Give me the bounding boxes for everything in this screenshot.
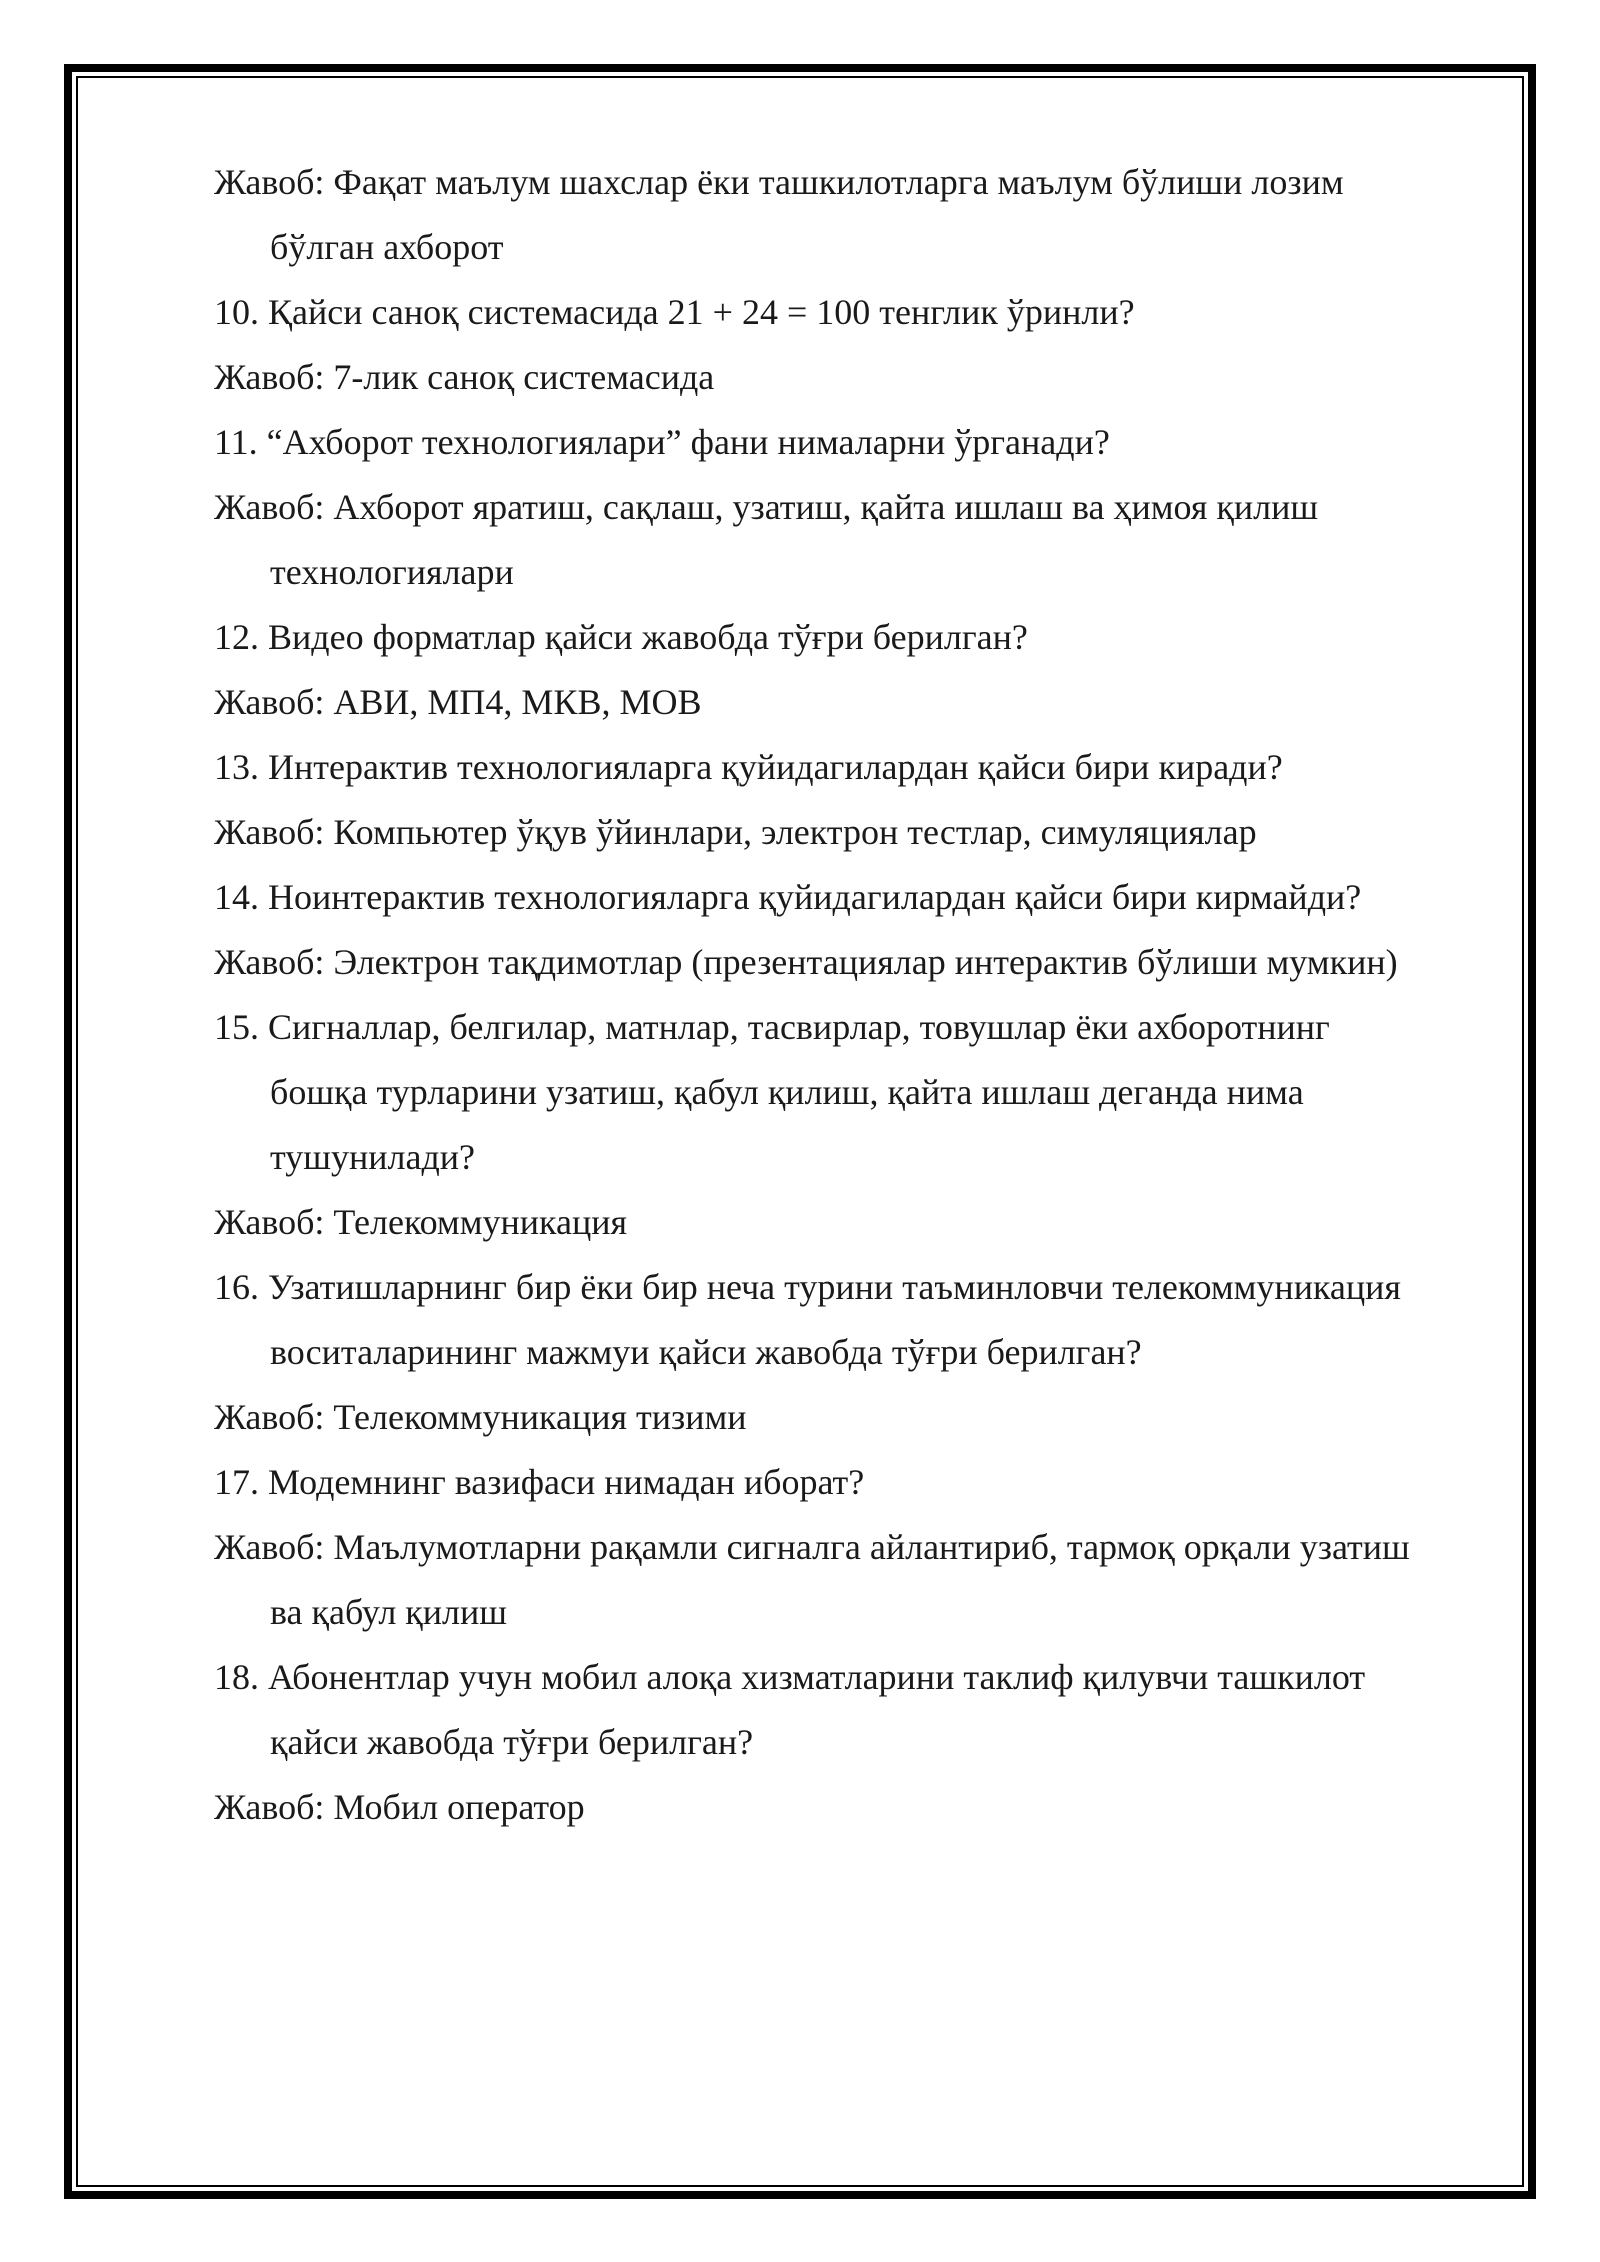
question-13: 13. Интерактив технологияларга қуйидагилардан қайси бири киради? <box>214 747 1283 787</box>
question-18: 18. Абонентлар учун мобил алоқа хизматларини таклиф қилувчи ташкилот қайси жавобда тўғри берилган? <box>214 1657 1366 1762</box>
answer-17: Жавоб: Маълумотларни рақамли сигналга айлантириб, тармоқ орқали узатиш ва қабул қилиш <box>214 1527 1410 1632</box>
question-10: 10. Қайси саноқ системасида 21 + 24 = 100 тенглик ўринли? <box>214 292 1135 332</box>
question-11: 11. “Ахборот технологиялари” фани нималарни ўрганади? <box>214 422 1110 462</box>
question-14: 14. Ноинтерактив технологияларга қуйидагилардан қайси бири кирмайди? <box>214 877 1362 917</box>
question-15: 15. Сигналлар, белгилар, матнлар, тасвирлар, товушлар ёки ахборотнинг бошқа турларини узатиш, қабул қилиш, қайта ишлаш деганда нима тушунилади? <box>214 1007 1330 1177</box>
answer-14: Жавоб: Электрон тақдимотлар (презентациялар интерактив бўлиши мумкин) <box>214 942 1398 982</box>
document-body <box>214 150 1414 1840</box>
answer-9: Жавоб: Фақат маълум шахслар ёки ташкилотларга маълум бўлиши лозим бўлган ахборот <box>214 162 1344 267</box>
answer-15: Жавоб: Телекоммуникация <box>214 1202 628 1242</box>
answer-18: Жавоб: Мобил оператор <box>214 1787 585 1827</box>
answer-13: Жавоб: Компьютер ўқув ўйинлари, электрон тестлар, симуляциялар <box>214 812 1257 852</box>
question-16: 16. Узатишларнинг бир ёки бир неча турини таъминловчи телекоммуникация воситаларининг мажмуи қайси жавобда тўғри берилган? <box>214 1267 1401 1372</box>
answer-16: Жавоб: Телекоммуникация тизими <box>214 1397 747 1437</box>
question-17: 17. Модемнинг вазифаси нимадан иборат? <box>214 1462 865 1502</box>
answer-10: Жавоб: 7-лик саноқ системасида <box>214 357 715 397</box>
answer-12: Жавоб: АВИ, МП4, МКВ, МОВ <box>214 682 702 722</box>
question-12: 12. Видео форматлар қайси жавобда тўғри берилган? <box>214 617 1028 657</box>
answer-11: Жавоб: Ахборот яратиш, сақлаш, узатиш, қайта ишлаш ва ҳимоя қилиш технологиялари <box>214 487 1319 592</box>
